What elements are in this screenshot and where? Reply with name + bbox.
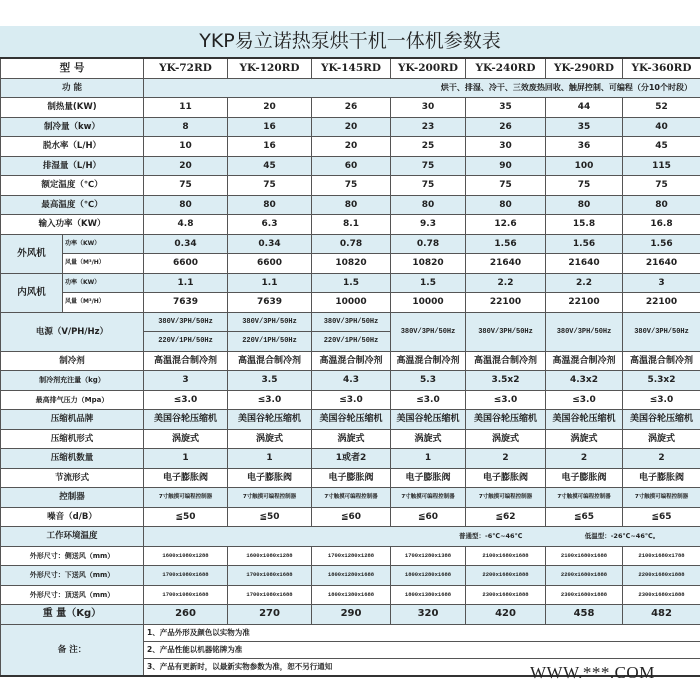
cell: 涡旋式	[144, 429, 228, 449]
cell: 1800x1280x1688	[312, 566, 391, 586]
cell: 15.8	[546, 215, 623, 235]
cell: 美国谷轮压缩机	[312, 410, 391, 430]
cell: 2200x1680x1888	[466, 566, 546, 586]
cell: 30	[391, 98, 466, 118]
cell: 0.34	[144, 234, 228, 254]
cell: 电子膨胀阀	[312, 468, 391, 488]
cell: 高温混合制冷剂	[144, 351, 228, 371]
cell: 20	[312, 137, 391, 157]
cell: 35	[546, 117, 623, 137]
cell: 320	[391, 605, 466, 625]
cell: 3.5	[228, 371, 312, 391]
table-row	[1, 390, 700, 410]
cell: 75	[466, 176, 546, 196]
cell: 2200x1680x1888	[623, 566, 700, 586]
cell: 80	[391, 195, 466, 215]
table-row	[1, 351, 700, 371]
cell: 1800x1280x1688	[391, 566, 466, 586]
cell: 12.6	[466, 215, 546, 235]
cell: 高温混合制冷剂	[312, 351, 391, 371]
table-row	[1, 273, 700, 293]
cell: 26	[466, 117, 546, 137]
cell: 75	[391, 176, 466, 196]
cell: 6.3	[228, 215, 312, 235]
cell: 2300x1680x1888	[546, 585, 623, 605]
cell: 6600	[228, 254, 312, 274]
row-label: 制冷剂	[1, 351, 144, 371]
cell: 1.56	[623, 234, 700, 254]
cell: 涡旋式	[546, 429, 623, 449]
remark-row	[1, 624, 700, 641]
cell: 1800x1380x1688	[312, 585, 391, 605]
cell: 52	[623, 98, 700, 118]
table-row	[1, 605, 700, 625]
row-label: 最高排气压力（Mpa）	[1, 390, 144, 410]
sub-label: 风量（M³/H）	[63, 293, 144, 313]
spec-table	[0, 57, 700, 677]
row-label: 压缩机形式	[1, 429, 144, 449]
table-row	[1, 488, 700, 508]
table-row	[1, 156, 700, 176]
cell: ≤3.0	[312, 390, 391, 410]
cell: 1.5	[312, 273, 391, 293]
cell: 380V/3PH/50Hz	[623, 312, 700, 351]
cell: 美国谷轮压缩机	[466, 410, 546, 430]
cell: 5.3	[391, 371, 466, 391]
cell: 2200x1680x1888	[546, 566, 623, 586]
cell: 2100x1680x1788	[623, 546, 700, 566]
cell: 电子膨胀阀	[466, 468, 546, 488]
cell: 260	[144, 605, 228, 625]
cell: 电子膨胀阀	[391, 468, 466, 488]
cell: 220V/1PH/50Hz	[144, 332, 228, 352]
cell: 16	[228, 137, 312, 157]
cell: 2100x1680x1688	[546, 546, 623, 566]
row-label: 功 能	[1, 78, 144, 98]
model-header: YK-200RD	[391, 58, 466, 78]
cell: 420	[466, 605, 546, 625]
sub-label: 风量（M³/H）	[63, 254, 144, 274]
cell: ≦60	[312, 507, 391, 527]
cell: 21640	[623, 254, 700, 274]
cell: 380V/3PH/50Hz	[144, 312, 228, 332]
cell: 3.5x2	[466, 371, 546, 391]
cell: 1700x1080x1688	[228, 566, 312, 586]
cell: 高温混合制冷剂	[466, 351, 546, 371]
cell: 涡旋式	[228, 429, 312, 449]
remark-item: 1、产品外形及颜色以实物为准	[144, 624, 700, 641]
page-title: YKP易立诺热泵烘干机一体机参数表	[199, 30, 501, 52]
cell: 22100	[466, 293, 546, 313]
table-row	[1, 566, 700, 586]
table-row	[1, 293, 700, 313]
row-label: 控制器	[1, 488, 144, 508]
cell: ≦50	[144, 507, 228, 527]
cell: 高温混合制冷剂	[546, 351, 623, 371]
cell: 0.34	[228, 234, 312, 254]
row-label: 节流形式	[1, 468, 144, 488]
cell: 16.8	[623, 215, 700, 235]
cell: 高温混合制冷剂	[623, 351, 700, 371]
env-low: 低温型：-26℃~46℃。	[584, 532, 660, 541]
cell: ≦65	[623, 507, 700, 527]
cell: 90	[466, 156, 546, 176]
table-row	[1, 215, 700, 235]
table-row	[1, 98, 700, 118]
cell: 75	[312, 176, 391, 196]
cell: 100	[546, 156, 623, 176]
cell: 美国谷轮压缩机	[546, 410, 623, 430]
cell: 电子膨胀阀	[144, 468, 228, 488]
cell: 美国谷轮压缩机	[228, 410, 312, 430]
cell: 3	[144, 371, 228, 391]
table-row	[1, 429, 700, 449]
cell: 20	[144, 156, 228, 176]
cell: 7639	[144, 293, 228, 313]
cell: ≦62	[466, 507, 546, 527]
cell: 380V/3PH/50Hz	[466, 312, 546, 351]
table-row	[1, 585, 700, 605]
cell: 4.3	[312, 371, 391, 391]
cell: 5.3x2	[623, 371, 700, 391]
cell: 2	[466, 449, 546, 469]
cell: 80	[466, 195, 546, 215]
cell: 80	[546, 195, 623, 215]
row-label: 制冷量（kw）	[1, 117, 144, 137]
table-row	[1, 527, 700, 547]
model-header: YK-145RD	[312, 58, 391, 78]
cell: 3	[623, 273, 700, 293]
cell: ≤3.0	[391, 390, 466, 410]
row-label: 输入功率（KW）	[1, 215, 144, 235]
header-row	[1, 58, 700, 78]
cell: 1600x1080x1288	[228, 546, 312, 566]
cell: 10820	[391, 254, 466, 274]
cell: 380V/3PH/50Hz	[391, 312, 466, 351]
model-header: YK-72RD	[144, 58, 228, 78]
cell: 20	[312, 117, 391, 137]
cell: 2100x1680x1688	[466, 546, 546, 566]
cell: 涡旋式	[312, 429, 391, 449]
table-row	[1, 117, 700, 137]
row-label: 重 量（Kg）	[1, 605, 144, 625]
cell: 45	[228, 156, 312, 176]
cell: 4.3x2	[546, 371, 623, 391]
function-value: 烘干、排湿、冷干、三效废热回收、触屏控制、可编程（分10个时段）	[144, 78, 700, 98]
cell: 380V/3PH/50Hz	[546, 312, 623, 351]
cell: 75	[546, 176, 623, 196]
cell: 8.1	[312, 215, 391, 235]
cell: 21640	[546, 254, 623, 274]
cell: 23	[391, 117, 466, 137]
cell: 美国谷轮压缩机	[391, 410, 466, 430]
cell: 44	[546, 98, 623, 118]
sub-label: 功率（KW）	[63, 273, 144, 293]
table-row	[1, 410, 700, 430]
cell: ≤3.0	[623, 390, 700, 410]
cell: 1或者2	[312, 449, 391, 469]
cell: 2300x1680x1888	[623, 585, 700, 605]
cell: 2	[546, 449, 623, 469]
cell: 9.3	[391, 215, 466, 235]
cell: 80	[144, 195, 228, 215]
watermark: WWW.***.COM	[530, 663, 655, 682]
cell: 380V/3PH/50Hz	[228, 312, 312, 332]
cell: ≦65	[546, 507, 623, 527]
title-band	[0, 26, 700, 57]
row-label: 噪音（d/B）	[1, 507, 144, 527]
env-normal: 普通型：-6℃~46℃	[459, 532, 523, 541]
cell: 10	[144, 137, 228, 157]
cell: 1	[391, 449, 466, 469]
model-header: YK-240RD	[466, 58, 546, 78]
cell: 380V/3PH/50Hz	[312, 312, 391, 332]
cell: 1700x1080x1688	[144, 585, 228, 605]
row-label: 外形尺寸：侧送风（mm）	[1, 546, 144, 566]
table-row	[1, 234, 700, 254]
cell: 4.8	[144, 215, 228, 235]
group-label: 内风机	[1, 273, 63, 312]
cell: 0.78	[312, 234, 391, 254]
model-header: YK-290RD	[546, 58, 623, 78]
cell: 2	[623, 449, 700, 469]
cell: 电子膨胀阀	[623, 468, 700, 488]
row-label: 额定温度（℃）	[1, 176, 144, 196]
cell: 25	[391, 137, 466, 157]
cell: 2300x1680x1888	[466, 585, 546, 605]
cell: 0.78	[391, 234, 466, 254]
cell: 21640	[466, 254, 546, 274]
cell: ≦60	[391, 507, 466, 527]
cell: 1600x1080x1288	[144, 546, 228, 566]
cell: 7寸触摸可编程控制器	[623, 488, 700, 508]
env-temp-value	[144, 527, 700, 547]
remark-item: 2、产品性能以机器铭牌为准	[144, 641, 700, 658]
row-label: 外形尺寸：下送风（mm）	[1, 566, 144, 586]
cell: 11	[144, 98, 228, 118]
sub-label: 功率（KW）	[63, 234, 144, 254]
cell: 75	[228, 176, 312, 196]
cell: 220V/1PH/50Hz	[228, 332, 312, 352]
cell: 10820	[312, 254, 391, 274]
row-label: 备 注：	[1, 624, 144, 676]
cell: 1.56	[546, 234, 623, 254]
table-row	[1, 254, 700, 274]
row-label: 电源（V/PH/Hz）	[1, 312, 144, 351]
cell: 22100	[623, 293, 700, 313]
cell: ≤3.0	[466, 390, 546, 410]
cell: 1700x1280x1388	[391, 546, 466, 566]
cell: ≦50	[228, 507, 312, 527]
table-row	[1, 312, 700, 332]
cell: 2.2	[546, 273, 623, 293]
cell: 1	[144, 449, 228, 469]
cell: 26	[312, 98, 391, 118]
cell: 1800x1380x1688	[391, 585, 466, 605]
cell: 2.2	[466, 273, 546, 293]
cell: 20	[228, 98, 312, 118]
table-row	[1, 176, 700, 196]
cell: 80	[312, 195, 391, 215]
table-row	[1, 468, 700, 488]
row-label: 制冷剂充注量（kg）	[1, 371, 144, 391]
cell: 8	[144, 117, 228, 137]
row-label: 压缩机品牌	[1, 410, 144, 430]
cell: 45	[623, 137, 700, 157]
cell: 35	[466, 98, 546, 118]
row-label: 最高温度（℃）	[1, 195, 144, 215]
cell: 高温混合制冷剂	[228, 351, 312, 371]
row-label: 脱水率（L/H）	[1, 137, 144, 157]
cell: 10000	[391, 293, 466, 313]
cell: 7寸触摸可编程控制器	[391, 488, 466, 508]
cell: 75	[623, 176, 700, 196]
table-row	[1, 546, 700, 566]
cell: 80	[228, 195, 312, 215]
remark-item: 3、产品有更新时，以最新实物参数为准，恕不另行通知	[144, 658, 700, 676]
model-header: YK-360RD	[623, 58, 700, 78]
cell: 1.56	[466, 234, 546, 254]
cell: 75	[391, 156, 466, 176]
cell: 290	[312, 605, 391, 625]
row-label: 制热量(KW)	[1, 98, 144, 118]
cell: 1700x1080x1688	[144, 566, 228, 586]
cell: 80	[623, 195, 700, 215]
cell: 7寸触摸可编程控制器	[312, 488, 391, 508]
cell: ≤3.0	[546, 390, 623, 410]
cell: 涡旋式	[466, 429, 546, 449]
cell: 7寸触摸可编程控制器	[546, 488, 623, 508]
cell: 115	[623, 156, 700, 176]
group-label: 外风机	[1, 234, 63, 273]
cell: 1.5	[391, 273, 466, 293]
table-row	[1, 137, 700, 157]
cell: 高温混合制冷剂	[391, 351, 466, 371]
cell: 1	[228, 449, 312, 469]
cell: 10000	[312, 293, 391, 313]
cell: 36	[546, 137, 623, 157]
cell: 458	[546, 605, 623, 625]
cell: 7寸触摸可编程控制器	[144, 488, 228, 508]
cell: ≤3.0	[228, 390, 312, 410]
row-label: 工作环境温度	[1, 527, 144, 547]
table-row	[1, 371, 700, 391]
cell: 7639	[228, 293, 312, 313]
cell: ≤3.0	[144, 390, 228, 410]
cell: 1.1	[144, 273, 228, 293]
cell: 220V/1PH/50Hz	[312, 332, 391, 352]
header-label: 型 号	[1, 58, 144, 78]
cell: 电子膨胀阀	[228, 468, 312, 488]
cell: 482	[623, 605, 700, 625]
cell: 美国谷轮压缩机	[623, 410, 700, 430]
cell: 涡旋式	[391, 429, 466, 449]
model-header: YK-120RD	[228, 58, 312, 78]
cell: 6600	[144, 254, 228, 274]
function-row	[1, 78, 700, 98]
cell: 60	[312, 156, 391, 176]
cell: 75	[144, 176, 228, 196]
cell: 22100	[546, 293, 623, 313]
cell: 1700x1280x1288	[312, 546, 391, 566]
cell: 1700x1080x1688	[228, 585, 312, 605]
table-row	[1, 195, 700, 215]
cell: 16	[228, 117, 312, 137]
table-row	[1, 507, 700, 527]
cell: 7寸触摸可编程控制器	[466, 488, 546, 508]
row-label: 外形尺寸：顶送风（mm）	[1, 585, 144, 605]
cell: 美国谷轮压缩机	[144, 410, 228, 430]
row-label: 压缩机数量	[1, 449, 144, 469]
row-label: 排湿量（L/H）	[1, 156, 144, 176]
table-row	[1, 449, 700, 469]
cell: 电子膨胀阀	[546, 468, 623, 488]
cell: 涡旋式	[623, 429, 700, 449]
cell: 30	[466, 137, 546, 157]
cell: 40	[623, 117, 700, 137]
cell: 1.1	[228, 273, 312, 293]
cell: 7寸触摸可编程控制器	[228, 488, 312, 508]
cell: 270	[228, 605, 312, 625]
